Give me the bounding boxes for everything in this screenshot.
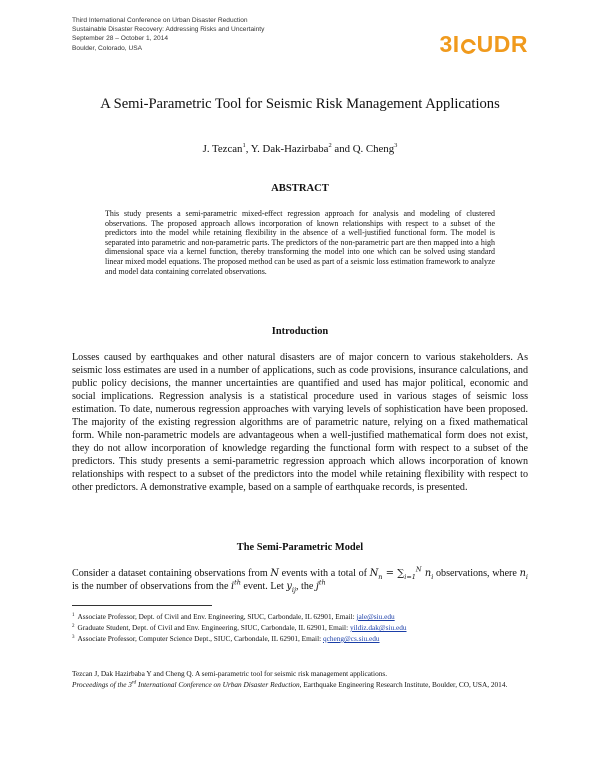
- proceedings-title: [72, 680, 300, 689]
- footnotes: [72, 611, 528, 644]
- conference-header-line: September 28 – October 1, 2014: [72, 35, 169, 43]
- email-link[interactable]: yildiz.dak@siu.edu: [349, 623, 407, 632]
- model-paragraph: [72, 565, 528, 594]
- footnote-text: Associate Professor, Dept. of Civil and Env. Engineering, SIUC, Carbondale, IL 62901, Email:: [77, 612, 357, 621]
- math-operator: = ∑: [382, 568, 405, 579]
- author-list: [72, 142, 528, 156]
- math-subscript: n: [378, 572, 383, 581]
- email-link[interactable]: qcheng@cs.siu.edu: [322, 634, 380, 643]
- conference-header-line: Sustainable Disaster Recovery: Addressing Risks and Uncertainty: [72, 26, 265, 34]
- footnote-mark: 3: [72, 635, 75, 640]
- model-heading: The Semi-Parametric Model: [236, 542, 364, 553]
- author-footnote-mark: 1: [242, 142, 246, 149]
- text-run: is the number of observations from the: [72, 580, 231, 592]
- text-run: Consider a dataset containing observations from: [72, 568, 271, 579]
- author-separator: ,: [245, 143, 251, 155]
- citation-proceedings: [72, 679, 528, 690]
- author-footnote-mark: 3: [394, 142, 398, 149]
- logo-c-mark-icon: [461, 39, 476, 54]
- citation: [72, 668, 528, 690]
- logo-text-left: 3I: [439, 31, 460, 57]
- ordinal-suffix: rd: [131, 680, 137, 686]
- footnote: [72, 622, 528, 633]
- abstract-text: This study presents a semi-parametric mixed-effect regression approach for analysis and modeling of clustered observations. The proposed approach allows incorporation of known relationships with respect to a subset of the predictors into the model while retaining flexibility in the absence of a well-justified functional form. The model is separated into parametric and non-parametric parts. The predictors of the non-parametric part are then mapped into a high dimensional space via a kernel function, thereby transforming the model into one which can be solved using standard linear mixed model equations. The proposed method can be used as part of a seismic loss estimation framework to analyze and model data containing correlated observations.: [105, 209, 495, 276]
- math-subscript: ij: [291, 585, 296, 594]
- text-run: , the: [295, 580, 316, 592]
- math-symbol-base: n: [519, 568, 526, 579]
- conference-header: [72, 16, 402, 53]
- footnote-text: Associate Professor, Computer Science Dept., SIUC, Carbondale, IL 62901, Email:: [77, 634, 323, 643]
- math-symbol: N: [369, 568, 379, 579]
- author-separator: and: [331, 143, 353, 155]
- author-name: J. Tezcan: [202, 143, 243, 155]
- math-symbol: [230, 578, 241, 592]
- footnote: [72, 611, 528, 622]
- math-symbol-base: i: [230, 580, 235, 592]
- proceedings-text: International Conference on Urban Disaster Reduction: [136, 680, 300, 689]
- conference-header-line: Boulder, Colorado, USA: [72, 44, 143, 52]
- introduction-text: Losses caused by earthquakes and other natural disasters are of major concern to various stakeholders. As seismic loss estimates are used in a number of applications, such as code provisions, insurance calculations, and public policy decisions, the manner uncertainties are quantified and used has major political, economic and social implications. Regression analysis is a statistical procedure used in various stages of seismic loss estimation. To date, numerous regression approaches with varying levels of sophistication have been proposed. The majority of the existing regression algorithms are of parametric nature, relying on a fixed mathematical form. While non-parametric models are advantageous when a well-justified mathematical form does not exist, they do not allow incorporation of knowledge regarding the functional form with respect to a subset of the predictors. This study presents a semi-parametric regression approach which allows incorporation of known relationships with respect to a subset of the predictors into the model while retaining flexibility with respect to other predictors. A demonstrative example, based on a sample of earthquake records, is presented.: [72, 352, 528, 493]
- logo-text-right: UDR: [476, 31, 528, 57]
- math-symbol: N: [270, 568, 279, 579]
- email-link[interactable]: jale@siu.edu: [356, 612, 395, 621]
- math-symbol: [520, 568, 528, 579]
- text-run: event. Let: [240, 580, 287, 592]
- math-subscript: i: [525, 572, 528, 581]
- math-symbol: n: [421, 568, 432, 579]
- paper-title: A Semi-Parametric Tool for Seismic Risk Management Applications: [100, 96, 500, 112]
- math-superscript: th: [234, 578, 241, 587]
- math-subscript: i: [431, 572, 434, 581]
- math-superscript: N: [415, 565, 422, 574]
- text-run: events with a total of: [278, 568, 370, 579]
- math-equation: [369, 565, 434, 581]
- math-symbol-base: y: [286, 580, 292, 592]
- text-run: observations, where: [436, 568, 520, 579]
- footnote-divider: [72, 605, 212, 606]
- author-footnote-mark: 2: [328, 142, 332, 149]
- introduction-heading: Introduction: [271, 326, 329, 337]
- math-symbol: [286, 581, 296, 592]
- author-name: Y. Dak-Hazirbaba: [250, 143, 329, 155]
- footnote-mark: 1: [72, 613, 75, 618]
- math-symbol: [315, 578, 326, 592]
- conference-logo: [439, 32, 528, 56]
- math-symbol-base: j: [315, 580, 319, 592]
- citation-publisher: , Earthquake Engineering Research Institute, Boulder, CO, USA, 2014.: [299, 680, 508, 689]
- abstract-heading: ABSTRACT: [271, 183, 329, 194]
- author-name: Q. Cheng: [352, 143, 395, 155]
- footnote-text: Graduate Student, Dept. of Civil and Env. Engineering, SIUC, Carbondale, IL 62901, Email:: [77, 623, 350, 632]
- footnote: [72, 633, 528, 644]
- proceedings-text: Proceedings of the 3: [72, 680, 132, 689]
- math-superscript: th: [318, 578, 326, 587]
- conference-header-line: Third International Conference on Urban Disaster Reduction: [72, 17, 248, 24]
- math-subscript: i=1: [404, 572, 416, 581]
- footnote-mark: 2: [72, 624, 75, 629]
- citation-line: Tezcan J, Dak Hazirbaba Y and Cheng Q. A semi-parametric tool for seismic risk management applications.: [72, 669, 388, 678]
